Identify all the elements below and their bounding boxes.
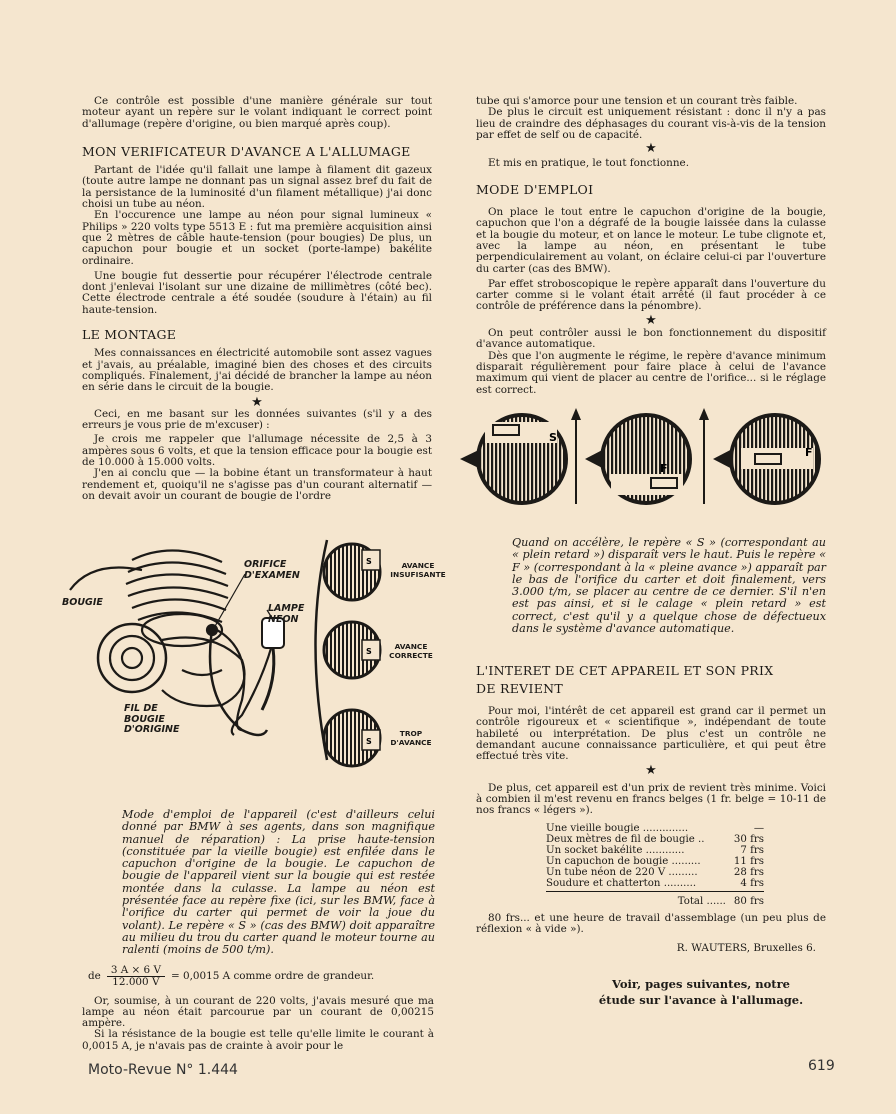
- window-too-much: [324, 710, 380, 766]
- star-separator: ★: [251, 394, 263, 410]
- price-row: Un tube néon de 220 V ......... 28 frs: [546, 866, 764, 878]
- price-row: Soudure et chatterton .......... 4 frs: [546, 878, 764, 892]
- star-separator: ★: [645, 141, 657, 157]
- price-list: [546, 823, 764, 907]
- paragraph: En l'occurence une lampe au néon pour signal lumineux « Philips » 220 volts type 5513 E : fut ma première acquisition ainsi que 2 mètres de câble haute-tension (pour bougies) De plus, un capuchon pour bougie et un socket (porte-lampe) bakélite ordinaire.: [82, 209, 432, 267]
- paragraph: Dès que l'on augmente le régime, le repère d'avance minimum disparait régulièrement pour faire place à celui de l'avance maximum qui vient de placer au centre de l'orifice... si le réglage est correct.: [476, 349, 826, 396]
- paragraph: Si la résistance de la bougie est telle qu'elle limite le courant à 0,0015 A, je n'avais pas de crainte à avoir pour le: [82, 1028, 434, 1052]
- interest-section: [476, 662, 826, 955]
- label-trop-avance: TROP D'AVANCE: [390, 729, 432, 747]
- heading-interet-2: DE REVIENT: [476, 681, 564, 696]
- intro-paragraph: Ce contrôle est possible d'une manière générale sur tout moteur ayant un repère sur le volant indiquant le correct point d'allumage (repère d'origine, ou bien marqué après coup).: [82, 95, 432, 130]
- price-row: Un socket bakélite ............ 7 frs: [546, 844, 764, 856]
- window-mark: S: [366, 647, 372, 656]
- formula-result: = 0,0015 A comme ordre de grandeur.: [170, 970, 375, 983]
- strobe-window-1: [460, 415, 566, 503]
- strobe-mark: S: [549, 431, 557, 444]
- fraction: [107, 965, 165, 989]
- fraction-numerator: 3 A × 6 V: [107, 965, 165, 977]
- label-bougie: BOUGIE: [62, 597, 103, 608]
- paragraph: Et mis en pratique, le tout fonctionne.: [488, 157, 690, 170]
- strobe-window-2: [585, 415, 690, 503]
- strobe-mark: F: [660, 462, 668, 475]
- engine-caption: Mode d'emploi de l'appareil (c'est d'ailleurs celui donné par BMW à ses agents, dans son magnifique manuel de réparation) : La prise haute-tension (constituée par la vieille bougie) est enfilée dans le capuchon d'origine de la bougie. Le capuchon de bougie de l'appareil vient sur la bougie qui est restée montée dans la culasse. La lampe au néon est présentée face au repère fixe (ici, sur les BMW, face à l'orifice du carter qui permet de voir la joue du volant). Le repère « S » (cas des BMW) doit apparaître au milieu du trou du carter quand le moteur tourne au ralenti (moins de 500 t/m).: [122, 808, 435, 957]
- fraction-denominator: 12.000 V: [112, 976, 160, 989]
- paragraph: Je crois me rappeler que l'allumage nécessite de 2,5 à 3 ampères sous 6 volts, et que la tension efficace pour la bougie est de 10.000 à 15.000 volts.: [82, 433, 432, 469]
- label-avance-correcte: AVANCE CORRECTE: [389, 642, 433, 660]
- signature: R. WAUTERS, Bruxelles 6.: [676, 942, 816, 955]
- label-lampe: LAMPE NEON: [268, 603, 305, 625]
- paragraph: De plus le circuit est uniquement résistant : donc il n'y a pas lieu de craindre des déphasages du courant vis-à-vis de la tension par effet de self ou de capacité.: [476, 106, 826, 141]
- paragraph: Par effet stroboscopique le repère apparaît dans l'ouverture du carter comme si le volant était arrêté (il faut procéder à ce contrôle de préférence dans la pénombre).: [476, 277, 826, 313]
- window-insufficient: [324, 544, 380, 600]
- star-separator: ★: [645, 763, 657, 779]
- see-next-pages-note: Voir, pages suivantes, notre étude sur l'avance à l'allumage.: [598, 977, 804, 1007]
- paragraph: tube qui s'amorce pour une tension et un courant très faible.: [476, 95, 798, 107]
- arrow-up-icon: [699, 408, 709, 504]
- paragraph: Or, soumise, à un courant de 220 volts, j'avais mesuré que ma lampe au néon était parcourue par un courant de 0,00215 ampère.: [82, 994, 434, 1030]
- paragraph: Ceci, en me basant sur les données suivantes (s'il y a des erreurs je vous prie de m'excuser) :: [82, 407, 432, 432]
- star-separator: ★: [645, 312, 657, 328]
- paragraph: On place le tout entre le capuchon d'origine de la bougie, capuchon que l'on a dégrafé de la bougie laissée dans la culasse et la bougie du moteur, et on lance le moteur. Le tube clignote et, avec la lampe au néon, en présentant le tube perpendiculairement au volant, on éclaire celui-ci par l'ouverture du carter (cas des BMW).: [476, 206, 826, 275]
- label-avance-insuffisante: AVANCE INSUFISANTE: [390, 561, 446, 579]
- formula: [88, 965, 434, 989]
- price-row: Deux mètres de fil de bougie .. 30 frs: [546, 833, 764, 845]
- price-row: Un capuchon de bougie ......... 11 frs: [546, 855, 764, 867]
- price-row: Une vieille bougie .............. —: [546, 822, 764, 834]
- right-column: [476, 96, 826, 396]
- formula-block: [82, 965, 434, 1052]
- paragraph: 80 frs... et une heure de travail d'assemblage (un peu plus de réflexion « à vide »).: [476, 911, 826, 935]
- paragraph: Mes connaissances en électricité automobile sont assez vagues et j'avais, au préalable, imaginé bien des choses et des circuits compliqués. Finalement, j'ai décidé de brancher la lampe au néon en série dans le circuit de la bougie.: [82, 347, 432, 394]
- heading-montage: LE MONTAGE: [82, 327, 177, 343]
- paragraph: On peut contrôler aussi le bon fonctionnement du dispositif d'avance automatique.: [476, 327, 826, 351]
- left-column: [82, 96, 432, 502]
- formula-prefix: de: [88, 970, 101, 983]
- paragraph: Partant de l'idée qu'il fallait une lampe à filament dit gazeux (toute autre lampe ne donnant pas un signal assez bref du fait de la persistance de la luminosité d'un filament métallique) j'ai donc choisi un tube au néon.: [82, 164, 432, 211]
- stroboscope-figure: [455, 404, 835, 514]
- strobe-mark: F: [805, 446, 813, 459]
- strobe-window-3: [713, 415, 819, 503]
- window-mark: S: [366, 737, 372, 746]
- label-orifice: ORIFICE D'EXAMEN: [244, 559, 300, 581]
- price-total: Total ...... 80 frs: [677, 895, 764, 907]
- paragraph: Pour moi, l'intérêt de cet appareil est grand car il permet un contrôle rigoureux et « scientifique », indépendant de toute habileté ou interprétation. De plus c'est un contrôle ne demandant aucune connaissance particulière, et qui peut être effectué très vite.: [476, 705, 826, 763]
- label-fil: FIL DE BOUGIE D'ORIGINE: [124, 703, 180, 735]
- stroboscope-caption: Quand on accélère, le repère « S » (correspondant au « plein retard ») disparaît vers le haut. Puis le repère « F » (correspondant à la « pleine avance ») apparaît par le bas de l'orifice du carter et doit finalement, vers 3.000 t/m, se placer au centre de ce dernier. S'il n'en est pas ainsi, et si le calage « plein retard » est correct, c'est qu'il y a quelque chose de défectueux dans le système d'avance automatique.: [512, 536, 826, 636]
- heading-mode-emploi: MODE D'EMPLOI: [476, 181, 594, 197]
- magazine-issue: Moto-Revue N° 1.444: [88, 1062, 238, 1078]
- paragraph: De plus, cet appareil est d'un prix de revient très minime. Voici à combien il m'est revenu en francs belges (1 fr. belge = 10-11 de nos francs « légers »).: [476, 781, 826, 817]
- window-correct: [324, 622, 380, 678]
- heading-interet-1: L'INTERET DE CET APPAREIL ET SON PRIX: [476, 663, 774, 678]
- paragraph: Une bougie fut dessertie pour récupérer l'électrode centrale dont j'enlevai l'isolant sur une dizaine de millimètres (côté bec). Cette électrode centrale a été soudée (soudure à l'étain) au fil haute-tension.: [82, 269, 432, 316]
- paragraph: J'en ai conclu que — la bobine étant un transformateur à haut rendement et, quoiqu'il ne s'agisse pas d'un courant alternatif — on devait avoir un courant de bougie de l'ordre: [82, 467, 432, 502]
- page-number: 619: [808, 1058, 835, 1074]
- arrow-up-icon: [571, 408, 581, 504]
- window-mark: S: [366, 557, 372, 566]
- heading-verificateur: MON VERIFICATEUR D'AVANCE A L'ALLUMAGE: [82, 143, 411, 159]
